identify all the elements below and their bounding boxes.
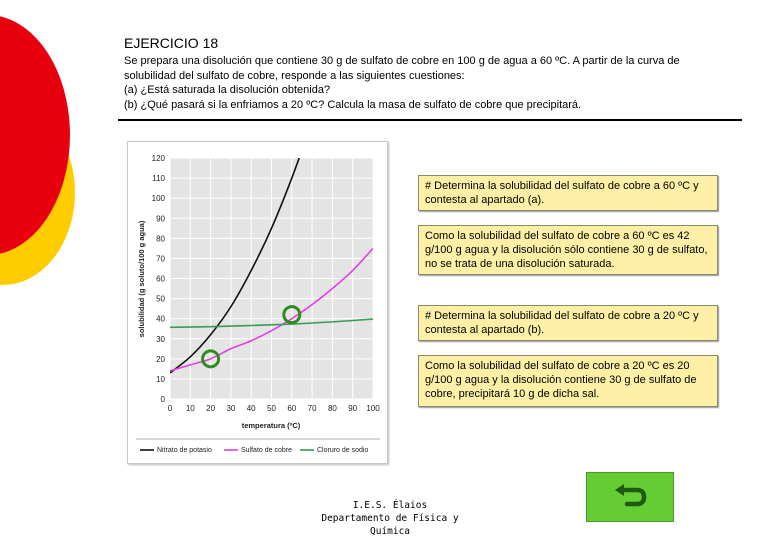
y-tick-label: 90 xyxy=(156,214,165,224)
y-tick-label: 20 xyxy=(156,354,165,364)
exercise-statement xyxy=(124,54,744,112)
statement-line: solubilidad del sulfato de cobre, responde a las siguientes cuestiones: xyxy=(124,69,465,82)
x-tick-label: 10 xyxy=(185,404,195,413)
y-tick-label: 120 xyxy=(151,154,165,163)
x-tick-label: 100 xyxy=(366,404,380,413)
y-tick-label: 30 xyxy=(156,334,165,344)
y-tick-label: 50 xyxy=(156,294,165,304)
footer xyxy=(300,499,480,538)
legend-label: Cloruro de sodio xyxy=(317,447,369,454)
y-tick-label: 70 xyxy=(156,254,165,264)
y-tick-label: 100 xyxy=(151,194,165,204)
solubility-chart xyxy=(127,141,388,464)
legend-label: Nitrato de potasio xyxy=(157,447,212,454)
hint-note-a: # Determina la solubilidad del sulfato de cobre a 60 ºC y contesta al apartado (a). xyxy=(418,175,718,211)
statement-line: (a) ¿Está saturada la disolución obtenida? xyxy=(124,84,331,96)
title-divider xyxy=(118,119,742,121)
answer-note-a: Como la solubilidad del sulfato de cobre a 60 ºC es 42 g/100 g agua y la disolución sólo contiene 30 g de sulfato, no se trata de una disolución saturada. xyxy=(418,225,718,275)
y-tick-label: 40 xyxy=(156,314,165,324)
slide-title: EJERCICIO 18 xyxy=(124,35,219,51)
chart-svg xyxy=(128,142,387,463)
x-tick-label: 60 xyxy=(287,404,297,413)
y-tick-label: 60 xyxy=(156,274,165,284)
answer-note-b: Como la solubilidad del sulfato de cobre a 20 ºC es 20 g/100 g agua y la disolución contiene 30 g de sulfato de cobre, precipitará 10 g de dicha sal. xyxy=(418,355,718,407)
x-tick-label: 40 xyxy=(246,404,256,413)
back-button[interactable] xyxy=(586,472,674,522)
y-tick-label: 80 xyxy=(156,234,165,244)
y-tick-label: 10 xyxy=(156,374,165,384)
x-tick-label: 80 xyxy=(327,404,337,413)
x-tick-label: 50 xyxy=(267,404,276,413)
statement-line: Se prepara una disolución que contiene 30 g de sulfato de cobre en 100 g de agua a 60 ºC. A partir de la curva de xyxy=(124,55,680,67)
x-tick-label: 90 xyxy=(348,404,358,413)
x-tick-label: 30 xyxy=(226,404,236,413)
y-axis-label: solubilidad (g soluto/100 g agua) xyxy=(137,220,146,338)
hint-note-b: # Determina la solubilidad del sulfato de cobre a 20 ºC y contesta al apartado (b). xyxy=(418,305,718,341)
footer-school: I.E.S. Élaios xyxy=(352,500,428,511)
legend-label: Sulfato de cobre xyxy=(241,447,292,454)
return-arrow-icon xyxy=(587,473,673,521)
x-tick-label: 70 xyxy=(307,404,317,413)
x-tick-label: 20 xyxy=(206,404,216,413)
x-axis-label: temperatura (ºC) xyxy=(241,421,301,430)
footer-department: Departamento de Física y Química xyxy=(321,513,459,537)
y-tick-label: 110 xyxy=(152,174,165,184)
statement-line: (b) ¿Qué pasará si la enfriamos a 20 ºC? Calcula la masa de sulfato de cobre que precipitará. xyxy=(124,98,582,111)
x-tick-label: 0 xyxy=(167,404,173,413)
y-tick-label: 0 xyxy=(160,395,165,404)
